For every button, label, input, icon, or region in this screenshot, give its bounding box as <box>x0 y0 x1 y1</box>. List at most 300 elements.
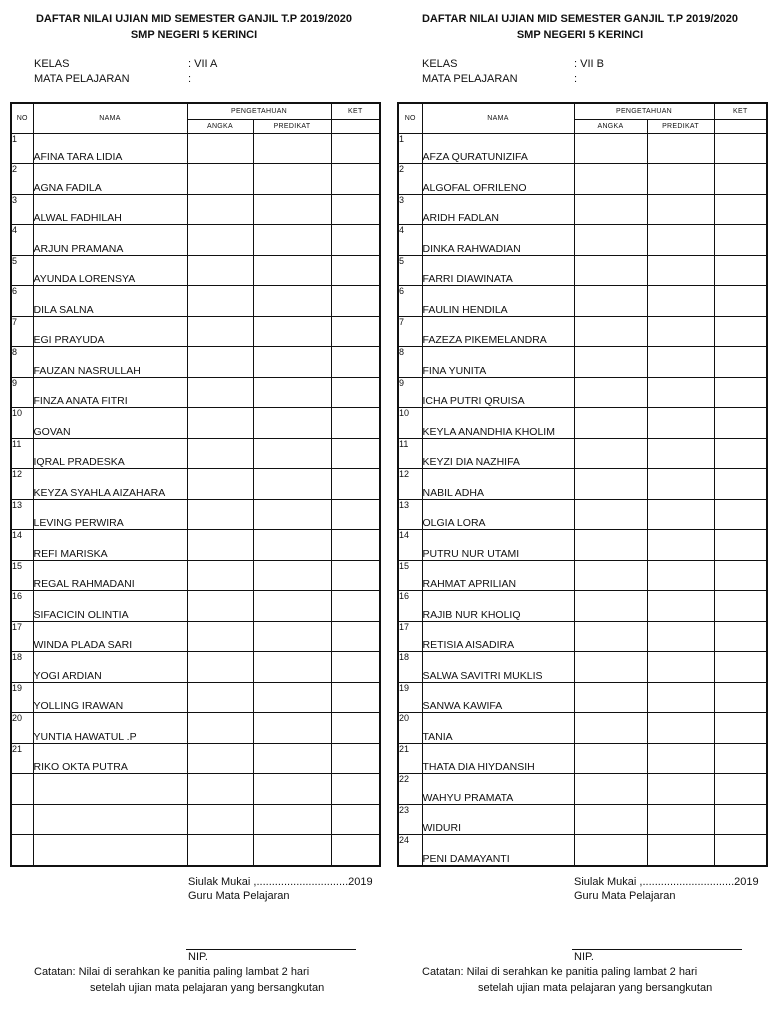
row-number <box>11 804 33 835</box>
table-row <box>398 408 767 439</box>
student-name: FINZA ANATA FITRI <box>33 377 187 408</box>
row-number: 9 <box>398 377 422 408</box>
row-number: 1 <box>11 133 33 164</box>
student-name: THATA DIA HIYDANSIH <box>422 743 574 774</box>
row-number: 16 <box>398 591 422 622</box>
table-row <box>11 804 380 835</box>
predikat-cell <box>253 804 331 835</box>
student-name: AYUNDA LORENSYA <box>33 255 187 286</box>
row-number: 21 <box>11 743 33 774</box>
student-name: ALWAL FADHILAH <box>33 194 187 225</box>
row-number: 14 <box>11 530 33 561</box>
student-name: ARIDH FADLAN <box>422 194 574 225</box>
row-number: 1 <box>398 133 422 164</box>
student-name: AFZA QURATUNIZIFA <box>422 133 574 164</box>
student-name <box>33 804 187 835</box>
ket-cell <box>331 835 380 866</box>
angka-cell <box>574 743 647 774</box>
predikat-cell <box>647 743 714 774</box>
header-no: NO <box>398 103 422 133</box>
document-title: DAFTAR NILAI UJIAN MID SEMESTER GANJIL T.P 2019/2020 <box>421 13 739 25</box>
ket-cell <box>714 591 767 622</box>
predikat-cell <box>253 591 331 622</box>
table-row <box>398 621 767 652</box>
ket-cell <box>331 774 380 805</box>
predikat-cell <box>253 774 331 805</box>
ket-cell <box>714 499 767 530</box>
header-ket-blank <box>714 119 767 133</box>
student-name: GOVAN <box>33 408 187 439</box>
table-row <box>398 774 767 805</box>
row-number: 7 <box>398 316 422 347</box>
angka-cell <box>574 804 647 835</box>
ket-cell <box>331 286 380 317</box>
angka-cell <box>187 255 253 286</box>
ket-cell <box>714 652 767 683</box>
row-number: 15 <box>11 560 33 591</box>
student-name: FAUZAN NASRULLAH <box>33 347 187 378</box>
table-row <box>398 682 767 713</box>
row-number: 18 <box>398 652 422 683</box>
angka-cell <box>574 194 647 225</box>
predikat-cell <box>647 438 714 469</box>
row-number: 13 <box>11 499 33 530</box>
student-name: RIKO OKTA PUTRA <box>33 743 187 774</box>
table-row <box>11 591 380 622</box>
signature-line <box>186 949 356 950</box>
angka-cell <box>187 316 253 347</box>
row-number: 16 <box>11 591 33 622</box>
table-row <box>11 316 380 347</box>
row-number: 24 <box>398 835 422 866</box>
predikat-cell <box>647 682 714 713</box>
angka-cell <box>574 286 647 317</box>
table-row <box>11 194 380 225</box>
table-row <box>398 652 767 683</box>
ket-cell <box>714 286 767 317</box>
predikat-cell <box>647 225 714 256</box>
row-number: 11 <box>11 438 33 469</box>
student-name: REFI MARISKA <box>33 530 187 561</box>
angka-cell <box>574 255 647 286</box>
header-predikat: PREDIKAT <box>647 119 714 133</box>
ket-cell <box>331 469 380 500</box>
table-row <box>11 377 380 408</box>
student-name: DINKA RAHWADIAN <box>422 225 574 256</box>
student-name: LEVING PERWIRA <box>33 499 187 530</box>
angka-cell <box>574 621 647 652</box>
student-name: KEYZA SYAHLA AIZAHARA <box>33 469 187 500</box>
table-row <box>398 591 767 622</box>
row-number: 2 <box>11 164 33 195</box>
angka-cell <box>574 408 647 439</box>
table-row <box>11 347 380 378</box>
mapel-value: : <box>188 73 192 85</box>
ket-cell <box>331 255 380 286</box>
row-number: 17 <box>11 621 33 652</box>
angka-cell <box>574 713 647 744</box>
predikat-cell <box>647 194 714 225</box>
predikat-cell <box>253 530 331 561</box>
ket-cell <box>714 743 767 774</box>
predikat-cell <box>253 469 331 500</box>
header-ket: KET <box>331 103 380 119</box>
angka-cell <box>187 682 253 713</box>
header-angka: ANGKA <box>574 119 647 133</box>
ket-cell <box>714 347 767 378</box>
ket-cell <box>331 499 380 530</box>
ket-cell <box>331 438 380 469</box>
header-ket-blank <box>331 119 380 133</box>
predikat-cell <box>647 804 714 835</box>
angka-cell <box>574 347 647 378</box>
ket-cell <box>331 652 380 683</box>
row-number: 15 <box>398 560 422 591</box>
ket-cell <box>331 316 380 347</box>
nip-label: NIP. <box>188 951 208 963</box>
student-name: EGI PRAYUDA <box>33 316 187 347</box>
student-name: KEYZI DIA NAZHIFA <box>422 438 574 469</box>
ket-cell <box>714 804 767 835</box>
student-name <box>33 835 187 866</box>
angka-cell <box>187 835 253 866</box>
ket-cell <box>331 560 380 591</box>
row-number <box>11 835 33 866</box>
table-row <box>11 530 380 561</box>
predikat-cell <box>647 774 714 805</box>
table-row <box>398 438 767 469</box>
row-number: 3 <box>11 194 33 225</box>
table-row <box>398 835 767 866</box>
student-name: FAULIN HENDILA <box>422 286 574 317</box>
guru-label: Guru Mata Pelajaran <box>574 890 676 902</box>
ket-cell <box>331 804 380 835</box>
table-row <box>11 133 380 164</box>
ket-cell <box>714 835 767 866</box>
row-number: 20 <box>398 713 422 744</box>
student-name: YOLLING IRAWAN <box>33 682 187 713</box>
table-row <box>398 804 767 835</box>
table-row <box>398 225 767 256</box>
school-name: SMP NEGERI 5 KERINCI <box>130 29 258 41</box>
student-name: REGAL RAHMADANI <box>33 560 187 591</box>
ket-cell <box>714 621 767 652</box>
predikat-cell <box>253 652 331 683</box>
header-pengetahuan: PENGETAHUAN <box>574 103 714 119</box>
catatan-line-2: setelah ujian mata pelajaran yang bersangkutan <box>90 982 325 994</box>
angka-cell <box>187 194 253 225</box>
table-row <box>11 438 380 469</box>
place-date: Siulak Mukai ,..............................2019 <box>188 876 373 888</box>
angka-cell <box>574 560 647 591</box>
angka-cell <box>187 438 253 469</box>
row-number: 7 <box>11 316 33 347</box>
table-row <box>11 255 380 286</box>
row-number: 6 <box>11 286 33 317</box>
row-number: 18 <box>11 652 33 683</box>
ket-cell <box>714 377 767 408</box>
header-nama: NAMA <box>422 103 574 133</box>
table-row <box>11 560 380 591</box>
ket-cell <box>331 713 380 744</box>
ket-cell <box>714 530 767 561</box>
row-number: 23 <box>398 804 422 835</box>
predikat-cell <box>647 652 714 683</box>
table-row <box>398 713 767 744</box>
predikat-cell <box>647 286 714 317</box>
angka-cell <box>187 652 253 683</box>
angka-cell <box>574 377 647 408</box>
nip-label: NIP. <box>574 951 594 963</box>
predikat-cell <box>253 225 331 256</box>
school-name: SMP NEGERI 5 KERINCI <box>516 29 644 41</box>
predikat-cell <box>253 164 331 195</box>
student-name: NABIL ADHA <box>422 469 574 500</box>
student-name: AFINA TARA LIDIA <box>33 133 187 164</box>
table-row <box>398 316 767 347</box>
ket-cell <box>714 469 767 500</box>
row-number: 14 <box>398 530 422 561</box>
sheet-b-inner <box>396 0 768 1024</box>
row-number: 22 <box>398 774 422 805</box>
student-name: FAZEZA PIKEMELANDRA <box>422 316 574 347</box>
student-name: ALGOFAL OFRILENO <box>422 164 574 195</box>
ket-cell <box>714 194 767 225</box>
angka-cell <box>574 682 647 713</box>
table-row <box>11 469 380 500</box>
header-angka: ANGKA <box>187 119 253 133</box>
predikat-cell <box>647 255 714 286</box>
table-row <box>398 194 767 225</box>
predikat-cell <box>253 377 331 408</box>
row-number: 20 <box>11 713 33 744</box>
student-name: FINA YUNITA <box>422 347 574 378</box>
angka-cell <box>187 133 253 164</box>
student-name: PENI DAMAYANTI <box>422 835 574 866</box>
header-nama: NAMA <box>33 103 187 133</box>
mapel-label: MATA PELAJARAN <box>34 73 130 85</box>
table-row <box>398 164 767 195</box>
row-number: 17 <box>398 621 422 652</box>
predikat-cell <box>647 621 714 652</box>
predikat-cell <box>647 133 714 164</box>
predikat-cell <box>253 438 331 469</box>
predikat-cell <box>647 835 714 866</box>
angka-cell <box>574 499 647 530</box>
catatan-line-2: setelah ujian mata pelajaran yang bersangkutan <box>478 982 713 994</box>
grade-table <box>397 102 768 867</box>
place-date: Siulak Mukai ,..............................2019 <box>574 876 759 888</box>
ket-cell <box>714 682 767 713</box>
ket-cell <box>331 377 380 408</box>
table-row <box>11 835 380 866</box>
angka-cell <box>187 713 253 744</box>
ket-cell <box>714 133 767 164</box>
student-name: RAJIB NUR KHOLIQ <box>422 591 574 622</box>
row-number: 3 <box>398 194 422 225</box>
header-pengetahuan: PENGETAHUAN <box>187 103 331 119</box>
predikat-cell <box>647 499 714 530</box>
table-row <box>398 743 767 774</box>
predikat-cell <box>647 347 714 378</box>
table-row <box>11 286 380 317</box>
predikat-cell <box>647 713 714 744</box>
table-row <box>11 682 380 713</box>
row-number: 9 <box>11 377 33 408</box>
predikat-cell <box>253 286 331 317</box>
ket-cell <box>331 408 380 439</box>
table-row <box>398 469 767 500</box>
angka-cell <box>187 377 253 408</box>
angka-cell <box>187 743 253 774</box>
ket-cell <box>331 621 380 652</box>
ket-cell <box>714 164 767 195</box>
angka-cell <box>574 469 647 500</box>
row-number: 4 <box>398 225 422 256</box>
predikat-cell <box>253 255 331 286</box>
predikat-cell <box>647 164 714 195</box>
student-name: WAHYU PRAMATA <box>422 774 574 805</box>
student-name: OLGIA LORA <box>422 499 574 530</box>
kelas-label: KELAS <box>34 58 70 70</box>
ket-cell <box>331 347 380 378</box>
predikat-cell <box>253 316 331 347</box>
predikat-cell <box>253 621 331 652</box>
angka-cell <box>187 469 253 500</box>
ket-cell <box>714 225 767 256</box>
angka-cell <box>187 804 253 835</box>
predikat-cell <box>253 133 331 164</box>
student-name: TANIA <box>422 713 574 744</box>
guru-label: Guru Mata Pelajaran <box>188 890 290 902</box>
ket-cell <box>714 255 767 286</box>
table-row <box>398 530 767 561</box>
angka-cell <box>574 225 647 256</box>
catatan-line-1: Catatan: Nilai di serahkan ke panitia paling lambat 2 hari <box>34 966 310 978</box>
predikat-cell <box>253 835 331 866</box>
table-row <box>398 286 767 317</box>
row-number: 12 <box>398 469 422 500</box>
predikat-cell <box>253 499 331 530</box>
row-number: 10 <box>11 408 33 439</box>
angka-cell <box>187 225 253 256</box>
row-number: 19 <box>398 682 422 713</box>
student-name: WIDURI <box>422 804 574 835</box>
predikat-cell <box>647 408 714 439</box>
student-name: RAHMAT APRILIAN <box>422 560 574 591</box>
student-name: WINDA PLADA SARI <box>33 621 187 652</box>
table-row <box>11 743 380 774</box>
angka-cell <box>187 591 253 622</box>
ket-cell <box>331 682 380 713</box>
document-title: DAFTAR NILAI UJIAN MID SEMESTER GANJIL T.P 2019/2020 <box>35 13 353 25</box>
predikat-cell <box>647 530 714 561</box>
row-number: 5 <box>11 255 33 286</box>
table-row <box>11 713 380 744</box>
student-name: YOGI ARDIAN <box>33 652 187 683</box>
header-predikat: PREDIKAT <box>253 119 331 133</box>
kelas-label: KELAS <box>422 58 458 70</box>
table-row <box>11 499 380 530</box>
ket-cell <box>331 530 380 561</box>
predikat-cell <box>253 560 331 591</box>
row-number: 21 <box>398 743 422 774</box>
row-number: 6 <box>398 286 422 317</box>
row-number: 4 <box>11 225 33 256</box>
ket-cell <box>714 774 767 805</box>
ket-cell <box>331 591 380 622</box>
row-number: 11 <box>398 438 422 469</box>
angka-cell <box>187 530 253 561</box>
angka-cell <box>574 591 647 622</box>
table-row <box>398 255 767 286</box>
predikat-cell <box>253 713 331 744</box>
ket-cell <box>331 194 380 225</box>
ket-cell <box>331 133 380 164</box>
table-row <box>398 133 767 164</box>
kelas-value: : VII A <box>188 58 218 70</box>
student-name: YUNTIA HAWATUL .P <box>33 713 187 744</box>
angka-cell <box>574 774 647 805</box>
student-name: PUTRU NUR UTAMI <box>422 530 574 561</box>
predikat-cell <box>647 591 714 622</box>
table-row <box>398 560 767 591</box>
ket-cell <box>714 438 767 469</box>
angka-cell <box>187 408 253 439</box>
predikat-cell <box>253 347 331 378</box>
row-number: 19 <box>11 682 33 713</box>
student-name: ICHA PUTRI QRUISA <box>422 377 574 408</box>
angka-cell <box>574 438 647 469</box>
sheet-a-inner <box>10 0 390 1024</box>
student-name: KEYLA ANANDHIA KHOLIM <box>422 408 574 439</box>
row-number: 2 <box>398 164 422 195</box>
student-name: RETISIA AISADIRA <box>422 621 574 652</box>
ket-cell <box>331 164 380 195</box>
student-name: SANWA KAWIFA <box>422 682 574 713</box>
angka-cell <box>187 499 253 530</box>
sheet-vii-a <box>10 0 390 1024</box>
angka-cell <box>187 164 253 195</box>
angka-cell <box>574 316 647 347</box>
angka-cell <box>187 774 253 805</box>
ket-cell <box>331 225 380 256</box>
mapel-value: : <box>574 73 578 85</box>
predikat-cell <box>647 316 714 347</box>
row-number: 8 <box>398 347 422 378</box>
mapel-label: MATA PELAJARAN <box>422 73 518 85</box>
predikat-cell <box>253 408 331 439</box>
predikat-cell <box>647 377 714 408</box>
signature-line <box>572 949 742 950</box>
table-row <box>11 164 380 195</box>
row-number: 8 <box>11 347 33 378</box>
student-name <box>33 774 187 805</box>
table-row <box>11 408 380 439</box>
row-number: 12 <box>11 469 33 500</box>
table-row <box>11 621 380 652</box>
angka-cell <box>574 133 647 164</box>
kelas-value: : VII B <box>574 58 604 70</box>
predikat-cell <box>253 743 331 774</box>
student-name: ARJUN PRAMANA <box>33 225 187 256</box>
student-name: SALWA SAVITRI MUKLIS <box>422 652 574 683</box>
angka-cell <box>574 835 647 866</box>
angka-cell <box>574 652 647 683</box>
predikat-cell <box>647 469 714 500</box>
angka-cell <box>574 530 647 561</box>
ket-cell <box>714 316 767 347</box>
